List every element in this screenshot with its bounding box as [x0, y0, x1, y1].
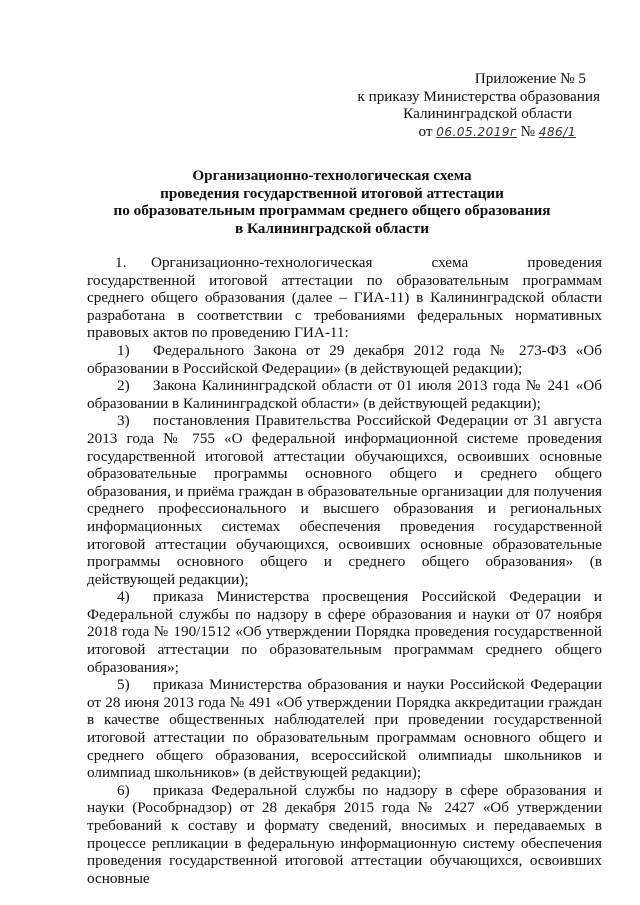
- item-text: приказа Министерства просвещения Российской Федерации и Федеральной службы по надзору в сфере образования и науки от 07 ноября 2018 года № 190/1512 «Об утверждении Порядка проведения государственной итоговой аттестации по образовательным программам среднего общего образования»;: [87, 588, 602, 676]
- number-sign: №: [520, 122, 536, 140]
- item-number: 6): [117, 781, 130, 799]
- paragraph-text: Организационно-технологическая схема проведения государственной итоговой аттестации по образовательным программам среднего общего образования (далее – ГИА-11) в Калининградской области разработана в соответствии с требованиями федеральных нормативных правовых актов по проведению ГИА-11:: [87, 254, 602, 342]
- paragraph-number: 1.: [115, 254, 127, 271]
- date-prefix: от: [418, 122, 433, 140]
- item-number: 5): [117, 676, 130, 694]
- item-text: Закона Калининградской области от 01 июля 2013 года № 241 «Об образовании в Калининградской области» (в действующей редакции);: [87, 377, 602, 412]
- appendix-region: Калининградской области: [403, 105, 572, 123]
- item-number: 3): [117, 412, 130, 430]
- paragraph-1: [87, 254, 602, 342]
- list-item-1: [87, 342, 602, 377]
- item-text: приказа Министерства образования и науки Российской Федерации от 28 июня 2013 года № 491 «Об утверждении Порядка аккредитации граждан в качестве общественных наблюдателей при проведении государственной итоговой аттестации по образовательным программам основного общего и среднего общего образования, всероссийской олимпиады школьников и олимпиад школьников» (в действующей редакции);: [87, 676, 602, 782]
- handwritten-order-number: 486/1: [538, 124, 576, 139]
- list-item-4: [87, 588, 602, 676]
- list-item-2: [87, 377, 602, 412]
- list-item-6: [87, 782, 602, 888]
- title-line-4: в Калининградской области: [235, 219, 429, 237]
- list-item-5: [87, 676, 602, 782]
- list-item-3: [87, 412, 602, 588]
- item-number: 1): [117, 341, 130, 359]
- item-number: 4): [117, 588, 130, 606]
- item-text: Федерального Закона от 29 декабря 2012 года № 273-ФЗ «Об образовании в Российской Федерации» (в действующей редакции);: [87, 341, 602, 377]
- item-text: постановления Правительства Российской Федерации от 31 августа 2013 года № 755 «О федеральной информационной системе проведения государственной итоговой аттестации обучающихся, освоивших основные образовательные программы основного общего и среднего общего образования, и приёма граждан в образовательные организации для получения среднего профессионального и высшего образования и региональных информационных системах обеспечения проведения государственной итоговой аттестации обучающихся, освоивших основные образовательные программы основного общего и среднего общего образования» (в действующей редакции);: [87, 412, 602, 588]
- title-line-3: по образовательным программам среднего общего образования: [113, 202, 551, 220]
- appendix-date-line: [330, 123, 600, 142]
- item-number: 2): [117, 377, 130, 395]
- document-title: [62, 167, 602, 237]
- appendix-header: [330, 70, 600, 141]
- appendix-order-ref: к приказу Министерства образования: [357, 87, 600, 105]
- title-line-2: проведения государственной итоговой аттестации: [160, 184, 504, 202]
- appendix-number: Приложение № 5: [474, 70, 586, 87]
- item-text: приказа Федеральной службы по надзору в сфере образования и науки (Рособрнадзор) от 28 декабря 2015 года № 2427 «Об утверждении требований к составу и формату сведений, вносимых и передаваемых в процессе репликации в федеральную информационную систему обеспечения проведения государственной итоговой аттестации обучающихся, освоивших основные: [87, 781, 602, 887]
- handwritten-date: 06.05.2019г: [436, 124, 517, 139]
- document-body: [87, 254, 602, 887]
- title-line-1: Организационно-технологическая схема: [192, 167, 472, 184]
